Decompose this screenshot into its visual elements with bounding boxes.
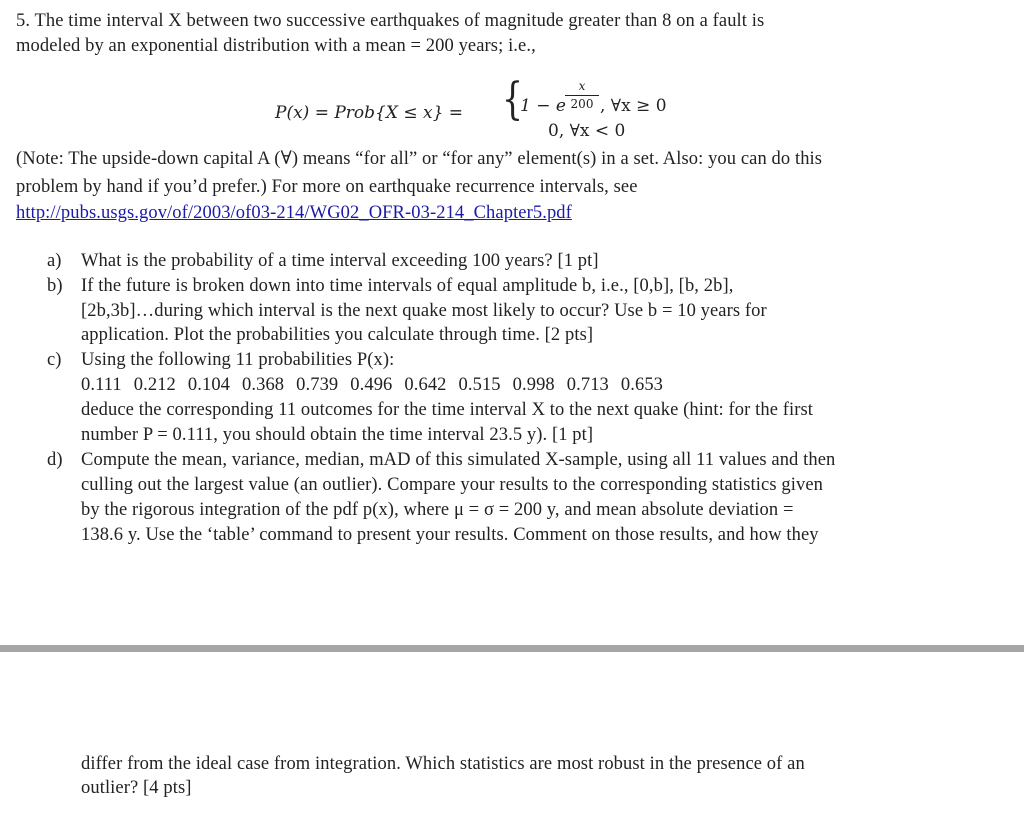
probability-value: 0.212 [133, 375, 176, 395]
item-b-line-1: If the future is broken down into time intervals of equal amplitude b, i.e., [0,b], [b, 2b], [81, 276, 734, 296]
continuation-line-1: differ from the ideal case from integration. Which statistics are most robust in the presence of an [81, 754, 805, 774]
item-d-marker: d) [47, 450, 63, 470]
page-break-divider [0, 645, 1024, 652]
problem-intro-line-2: modeled by an exponential distribution with a mean = 200 years; i.e., [16, 36, 536, 56]
problem-intro-line-1: 5. The time interval X between two successive earthquakes of magnitude greater than 8 on a fault is [16, 11, 765, 31]
item-c-marker: c) [47, 350, 62, 370]
probability-value: 0.368 [242, 375, 285, 395]
item-c-line-4: number P = 0.111, you should obtain the time interval 23.5 y). [1 pt] [81, 425, 594, 445]
item-a-marker: a) [47, 251, 62, 271]
probability-value: 0.653 [620, 375, 664, 395]
note-line-1: (Note: The upside-down capital A (∀) means “for all” or “for any” element(s) in a set. Also: you can do this [16, 149, 823, 169]
item-d-line-3: by the rigorous integration of the pdf p(x), where μ = σ = 200 y, and mean absolute deviation = [81, 500, 794, 520]
probability-value: 0.739 [296, 375, 339, 395]
continuation-line-2: outlier? [4 pts] [81, 778, 192, 798]
usgs-report-link[interactable]: http://pubs.usgs.gov/of/2003/of03-214/WG02_OFR-03-214_Chapter5.pdf [16, 203, 572, 223]
exponent-denominator: 200 [570, 97, 594, 111]
item-b-line-2: [2b,3b]…during which interval is the next quake most likely to occur? Use b = 10 years for [81, 301, 767, 321]
probability-value: 0.713 [566, 375, 609, 395]
probability-list [81, 373, 663, 398]
item-d-line-1: Compute the mean, variance, median, mAD of this simulated X-sample, using all 11 values and then [81, 450, 836, 470]
exponent-fraction-bar [565, 95, 599, 96]
probability-value: 0.496 [350, 375, 393, 395]
item-c-line-1: Using the following 11 probabilities P(x): [81, 350, 395, 370]
item-d-line-4: 138.6 y. Use the ‘table’ command to present your results. Comment on those results, and how they [81, 525, 819, 545]
item-b-marker: b) [47, 276, 63, 296]
probability-value: 0.998 [512, 375, 555, 395]
formula-exponent [562, 80, 602, 111]
item-b-line-3: application. Plot the probabilities you calculate through time. [2 pts] [81, 325, 594, 345]
note-line-2: problem by hand if you’d prefer.) For more on earthquake recurrence intervals, see [16, 177, 638, 197]
item-d-line-2: culling out the largest value (an outlier). Compare your results to the corresponding statistics given [81, 475, 823, 495]
formula-lhs: P(x) = Prob{X ≤ x} = [275, 103, 464, 123]
probability-value: 0.642 [404, 375, 447, 395]
exponent-numerator: x [578, 79, 586, 93]
formula-case-1-suffix: , ∀x ≥ 0 [600, 96, 667, 116]
probability-value: 0.104 [187, 375, 231, 395]
formula-case-2: 0, ∀x < 0 [548, 121, 626, 141]
formula-brace: { [502, 74, 523, 125]
formula-case-1-prefix: 1 − e [520, 96, 566, 116]
probability-value: 0.515 [458, 375, 501, 395]
item-c-line-3: deduce the corresponding 11 outcomes for the time interval X to the next quake (hint: for the first [81, 400, 814, 420]
item-a-line-1: What is the probability of a time interval exceeding 100 years? [1 pt] [81, 251, 599, 271]
probability-value: 0.111 [81, 375, 122, 395]
